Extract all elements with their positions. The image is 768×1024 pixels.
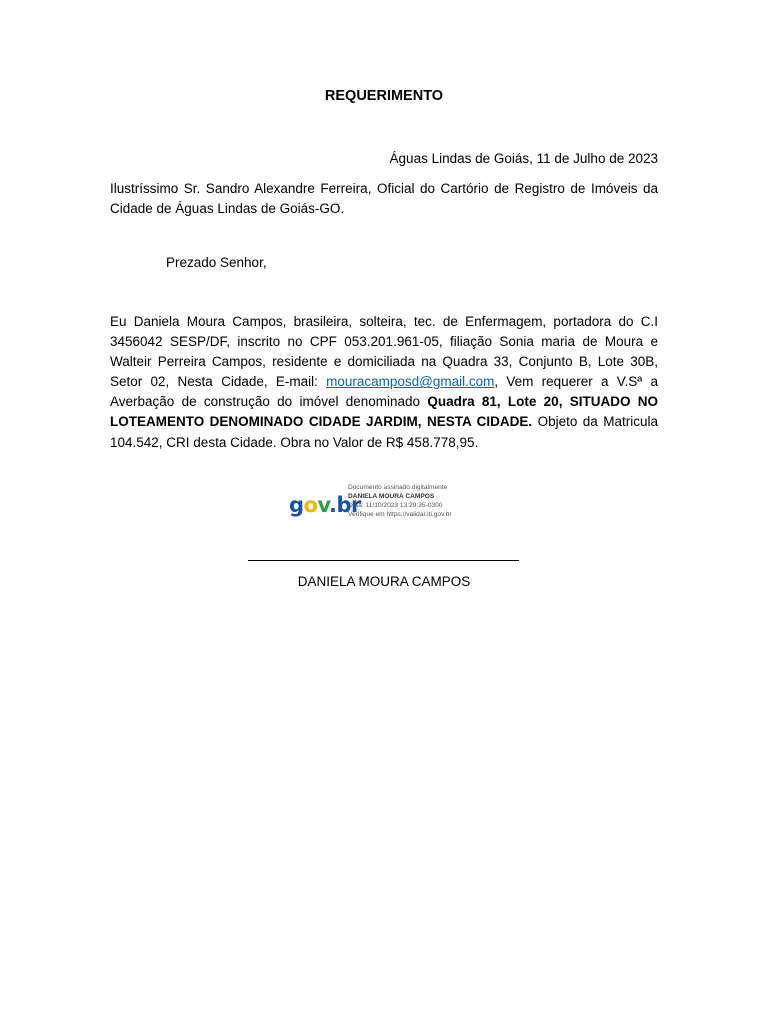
seal-text-block — [348, 483, 493, 519]
property-description: Quadra 81, Lote 20, SITUADO NO LOTEAMENTO DENOMINADO CIDADE JARDIM, NESTA CIDADE. — [110, 394, 658, 430]
seal-verify-link: Verifique em https://validar.iti.gov.br — [348, 511, 452, 518]
seal-timestamp: Data: 11/10/2023 13:29:35-0300 — [348, 502, 443, 509]
email-link[interactable]: mouracamposd@gmail.com — [326, 374, 495, 390]
signature-line — [248, 560, 519, 561]
date-line: Águas Lindas de Goiás, 11 de Julho de 2023 — [389, 151, 658, 166]
addressee-paragraph: Ilustríssimo Sr. Sandro Alexandre Ferreira, Oficial do Cartório de Registro de Imóveis da Cidade de Águas Lindas de Goiás-GO. — [110, 181, 658, 216]
request-body-paragraph — [110, 312, 658, 453]
signature-name: DANIELA MOURA CAMPOS — [297, 574, 471, 589]
digital-signature-seal — [289, 481, 489, 527]
gov-br-logo: gov.br — [289, 493, 361, 517]
body-text-part2: , Vem requerer a V.Sª a Averbação de construção do imóvel denominado — [110, 374, 658, 410]
body-text-part3: Objeto da Matricula 104.542, CRI desta Cidade. Obra no Valor de R$ 458.778,95. — [110, 414, 658, 450]
document-title: REQUERIMENTO — [324, 88, 444, 104]
seal-signer: DANIELA MOURA CAMPOS — [348, 493, 435, 500]
body-text-part1: Eu Daniela Moura Campos, brasileira, solteira, tec. de Enfermagem, portadora do C.I 3456042 SESP/DF, inscrito no CPF 053.201.961-05, filiação Sonia maria de Moura e Walteir Perreira Campos, residente e domiciliada na Quadra 33, Conjunto B, Lote 30B, Setor 02, Nesta Cidade, E-mail: — [110, 314, 658, 390]
salutation: Prezado Senhor, — [166, 255, 267, 270]
seal-caption: Documento assinado digitalmente — [348, 484, 448, 491]
